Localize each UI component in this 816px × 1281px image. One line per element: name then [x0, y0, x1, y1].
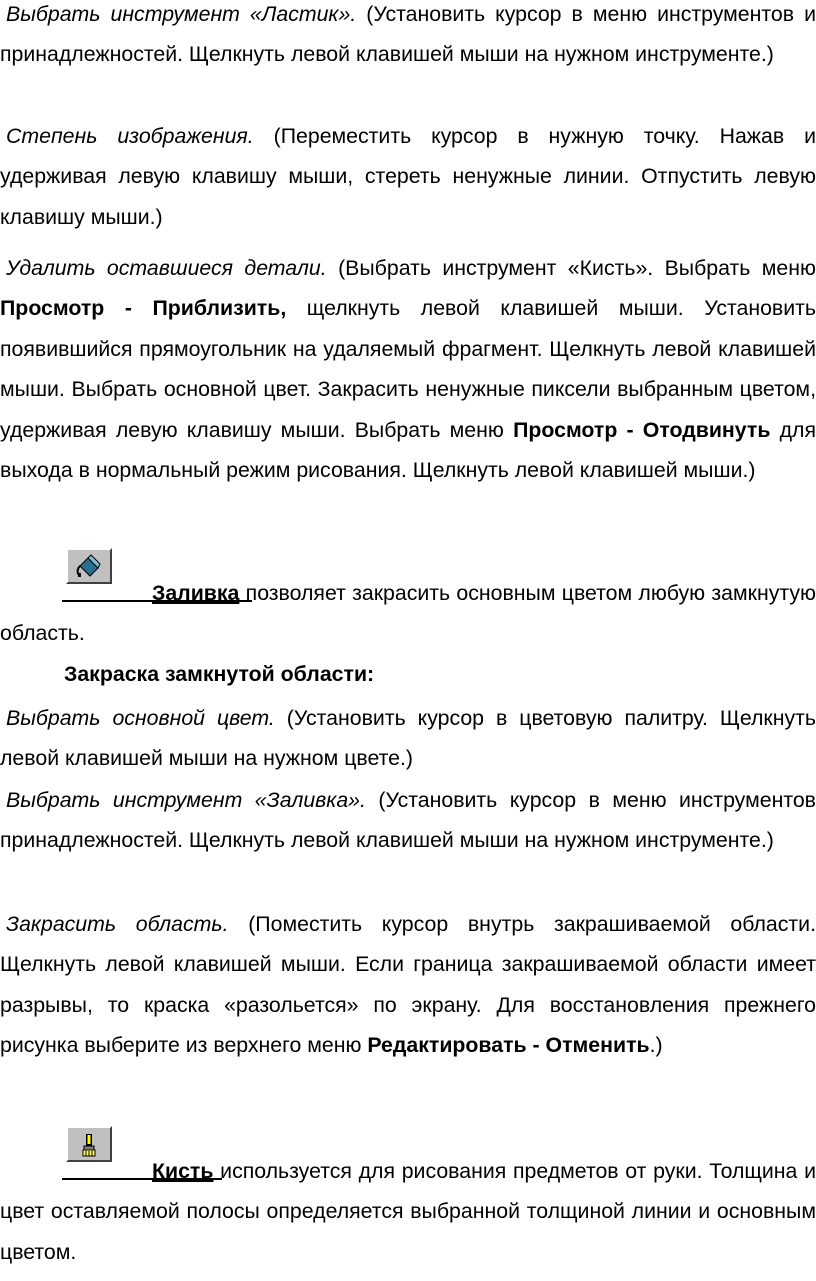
step-text: (Установить курсор в меню инструментов и принадлежностей. Щелкнуть левой клавишей мыши на нужном инструменте.) [0, 2, 816, 67]
menu-zoom-out: Просмотр - Отодвинуть [513, 417, 771, 442]
paragraph-fill-area [0, 904, 816, 1066]
fill-tool-name-wrap [152, 581, 239, 605]
step-title: Выбрать инструмент «Ластик». [6, 2, 357, 26]
step-text: (Установить курсор в цветовую палитру. Щелкнуть левой клавишей мыши на нужном цвете.) [0, 706, 816, 771]
step-title: Степень изображения. [6, 124, 254, 148]
paragraph-eraser [0, 0, 816, 75]
step-text: .) [649, 1033, 663, 1058]
menu-undo: Редактировать - Отменить [367, 1033, 650, 1058]
step-title: Выбрать инструмент «Заливка». [6, 788, 366, 812]
paragraph-remove-details [0, 248, 816, 490]
paragraph-select-color [0, 698, 816, 779]
step-title: Удалить оставшиеся детали. [6, 256, 327, 280]
brush-tool-name: Кисть [152, 1159, 214, 1183]
brush-tool-name-wrap [152, 1159, 213, 1183]
fill-tool-text: позволяет закрасить основным цветом любую замкнутую область. [0, 581, 816, 646]
step-text: (Выбрать инструмент «Кисть». Выбрать меню [326, 256, 816, 280]
step-title: Выбрать основной цвет. [6, 706, 275, 730]
menu-zoom-in: Просмотр - Приблизить, [0, 296, 287, 321]
paragraph-select-fill [0, 780, 816, 861]
paragraph-erase-image [0, 116, 816, 237]
fill-tool-name: Заливка [152, 581, 240, 605]
fill-tool-description [0, 573, 816, 654]
step-text: (Установить курсор в меню инструментов принадлежностей. Щелкнуть левой клавишей мыши на нужном инструменте.) [0, 788, 816, 853]
step-text: (Переместить курсор в нужную точку. Нажав и удерживая левую клавишу мыши, стереть ненужные линии. Отпустить левую клавишу мыши.) [0, 124, 816, 229]
section-heading: Закраска замкнутой области: [64, 662, 375, 686]
brush-tool-description [0, 1151, 816, 1272]
step-title: Закрасить область. [6, 912, 229, 936]
brush-tool-text: используется для рисования предметов от руки. Толщина и цвет оставляемой полосы определяется выбранной толщиной линии и основным цветом. [0, 1159, 816, 1264]
step-text: щелкнуть левой клавишей мыши. Установить появившийся прямоугольник на удаляемый фрагмент. Щелкнуть левой клавишей мыши. Выбрать основной цвет. Закрасить ненужные пиксели выбранным цветом, удерживая левую клавишу мыши. Выбрать меню [0, 296, 816, 442]
step-text: для выхода в нормальный режим рисования. Щелкнуть левой клавишей мыши.) [0, 417, 816, 483]
step-text: (Поместить курсор внутрь закрашиваемой области. Щелкнуть левой клавишей мыши. Если граница закрашиваемой области имеет разрывы, то краска «разольется» по экрану. Для восстановления прежнего рисунка выберите из верхнего меню [0, 912, 816, 1058]
